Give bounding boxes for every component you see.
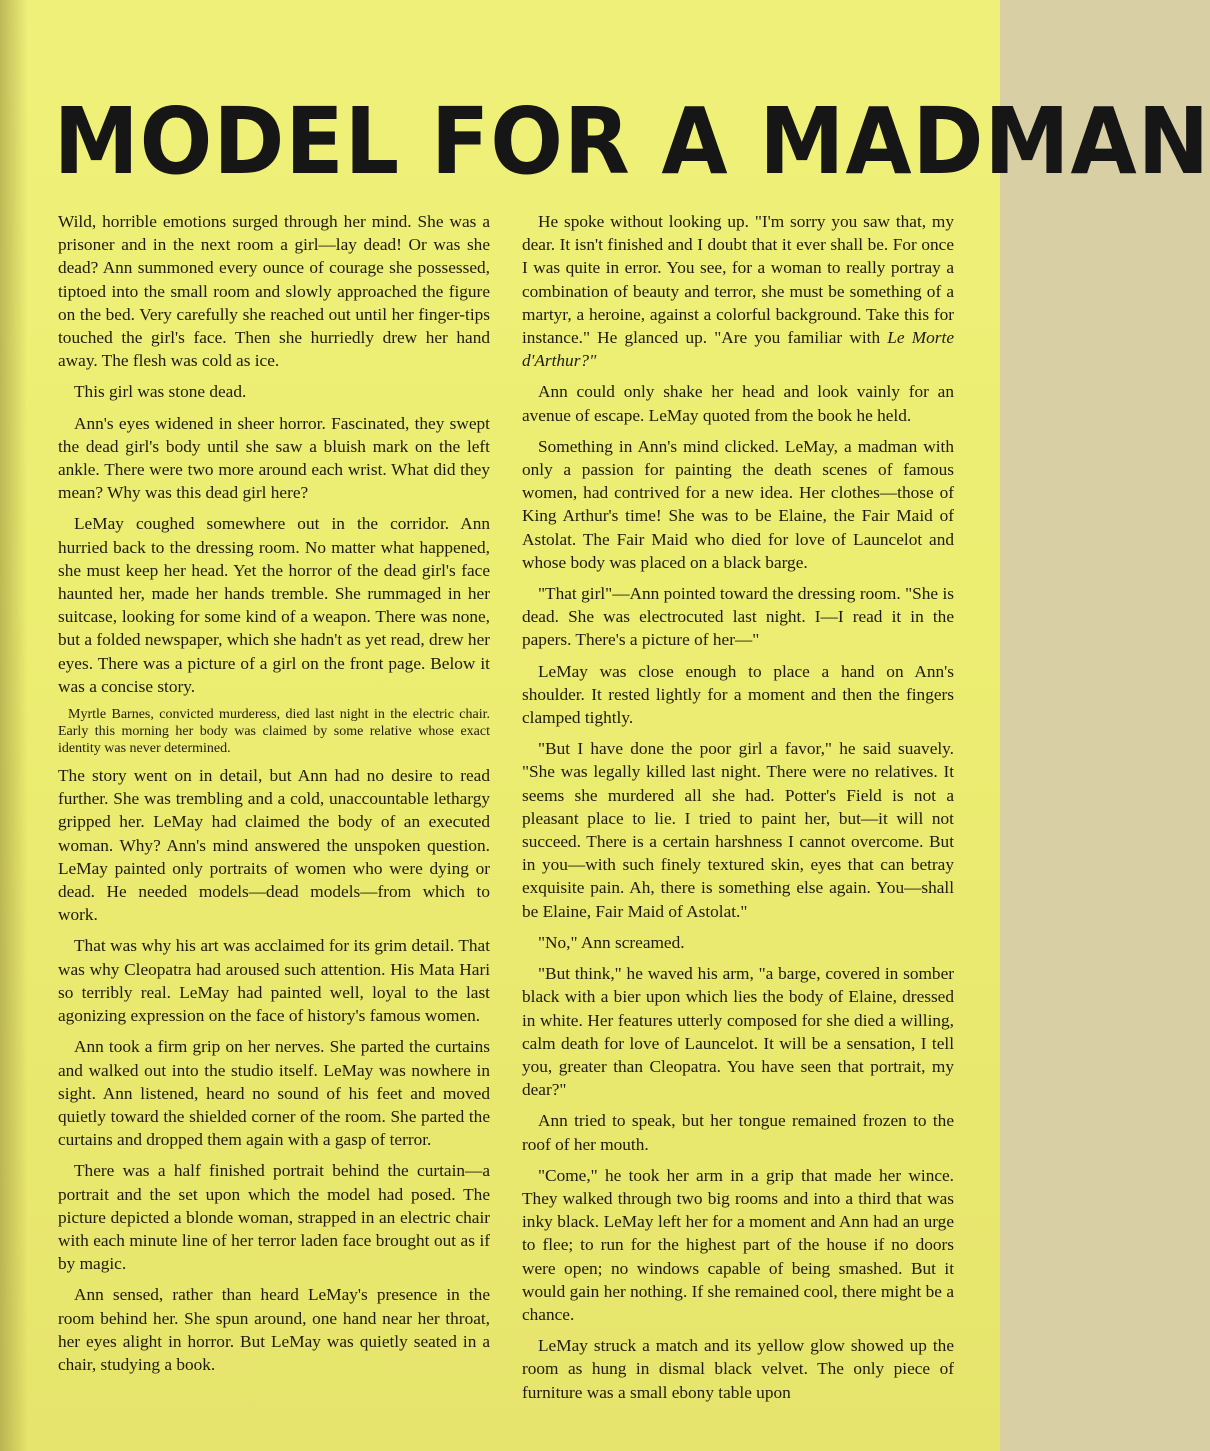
newspaper-quote: Myrtle Barnes, convicted murderess, died last night in the electric chair. Early this morning her body was claimed by some relative whose exact identity was never determined.	[58, 707, 490, 757]
paragraph: "That girl"—Ann pointed toward the dressing room. "She is dead. She was electrocuted last night. I—I read it in the papers. There's a picture of her—"	[522, 584, 954, 650]
paragraph: This girl was stone dead.	[74, 382, 247, 402]
paragraph: Wild, horrible emotions surged through her mind. She was a prisoner and in the next room a girl—lay dead! Or was she dead? Ann summoned every ounce of courage she possessed, tiptoed into the small room and slowly approached the figure on the bed. Very carefully she reached out until her finger-tips touched the girl's face. Then she hurriedly drew her hand away. The flesh was cold as ice.	[58, 212, 490, 371]
right-column	[522, 210, 954, 1412]
paragraph: Ann sensed, rather than heard LeMay's presence in the room behind her. She spun around, one hand near her throat, her eyes alight in horror. But LeMay was quietly seated in a chair, studying a book.	[58, 1285, 490, 1374]
paragraph: "But think," he waved his arm, "a barge, covered in somber black with a bier upon which lies the body of Elaine, dressed in white. Her features utterly composed for she died a willing, calm death for love of Launcelot. It will be a sensation, I tell you, greater than Cleopatra. You have seen that portrait, my dear?"	[522, 964, 954, 1100]
paragraph: Ann's eyes widened in sheer horror. Fascinated, they swept the dead girl's body until she saw a bluish mark on the left ankle. There were two more around each wrist. What did they mean? Why was this dead girl here?	[58, 413, 490, 503]
paragraph: "No," Ann screamed.	[538, 932, 685, 952]
paragraph-text: He spoke without looking up. "I'm sorry you saw that, my dear. It isn't finished and I doubt that it ever shall be. For once I was quite in error. You see, for a woman to really portray a combination of beauty and terror, she must be something of a martyr, a heroine, against a colorful background. Take this for instance." He glanced up. "Are you familiar with	[522, 212, 954, 348]
paragraph: Ann took a firm grip on her nerves. She parted the curtains and walked out into the studio itself. LeMay was nowhere in sight. Ann listened, heard no sound of his feet and moved quietly toward the shielded corner of the room. She parted the curtains and dropped them again with a gasp of terror.	[58, 1037, 490, 1150]
book-title: Le Morte d'Arthur?"	[522, 328, 954, 371]
paragraph: LeMay struck a match and its yellow glow showed up the room as hung in dismal black velvet. The only piece of furniture was a small ebony table upon	[522, 1336, 954, 1402]
story-title: MODEL FOR A MADMAN	[53, 88, 1210, 195]
paragraph: LeMay coughed somewhere out in the corridor. Ann hurried back to the dressing room. No matter what happened, she must keep her head. Yet the horror of the dead girl's face haunted her, made her hands tremble. She rummaged in her suitcase, looking for some kind of a weapon. There was none, but a folded newspaper, which she hadn't as yet read, drew her eyes. There was a picture of a girl on the front page. Below it was a concise story.	[58, 514, 490, 696]
paragraph: That was why his art was acclaimed for its grim detail. That was why Cleopatra had aroused such attention. His Mata Hari so terribly real. LeMay had painted well, loyal to the last agonizing expression on the face of history's famous women.	[58, 936, 490, 1026]
paragraph: "But I have done the poor girl a favor," he said suavely. "She was legally killed last night. There were no relatives. It seems she murdered all she had. Potter's Field is not a pleasant place to lie. I tried to paint her, but—it will not succeed. There is a certain harshness I cannot overcome. But in you—with such finely textured skin, eyes that can betray exquisite pain. Ah, there is something else again. You—shall be Elaine, Fair Maid of Astolat."	[522, 739, 954, 921]
paragraph: The story went on in detail, but Ann had no desire to read further. She was trembling and a cold, unaccountable lethargy gripped her. LeMay had claimed the body of an executed woman. Why? Ann's mind answered the unspoken question. LeMay painted only portraits of women who were dying or dead. He needed models—dead models—from which to work.	[58, 766, 490, 925]
paragraph: LeMay was close enough to place a hand on Ann's shoulder. It rested lightly for a moment and then the fingers clamped tightly.	[522, 661, 954, 728]
paragraph: There was a half finished portrait behind the curtain—a portrait and the set upon which the model had posed. The picture depicted a blonde woman, strapped in an electric chair with each minute line of her terror laden face brought out as if by magic.	[58, 1161, 490, 1274]
left-column	[58, 210, 490, 1384]
paragraph	[522, 210, 954, 372]
paragraph: Ann tried to speak, but her tongue remained frozen to the roof of her mouth.	[522, 1111, 954, 1154]
paragraph: "Come," he took her arm in a grip that made her wince. They walked through two big rooms and into a third that was inky black. LeMay left her for a moment and Ann had an urge to flee; to run for the highest part of the house if no doors were open; no windows capable of being smashed. But it would gain her nothing. If she remained cool, there might be a chance.	[522, 1165, 954, 1324]
page-edge-shadow	[0, 0, 28, 1451]
paragraph: Something in Ann's mind clicked. LeMay, a madman with only a passion for painting the death scenes of famous women, had contrived for a new idea. Her clothes—those of King Arthur's time! She was to be Elaine, the Fair Maid of Astolat. The Fair Maid who died for love of Launcelot and whose body was placed on a black barge.	[522, 436, 954, 572]
paragraph: Ann could only shake her head and look vainly for an avenue of escape. LeMay quoted from the book he held.	[522, 382, 954, 425]
